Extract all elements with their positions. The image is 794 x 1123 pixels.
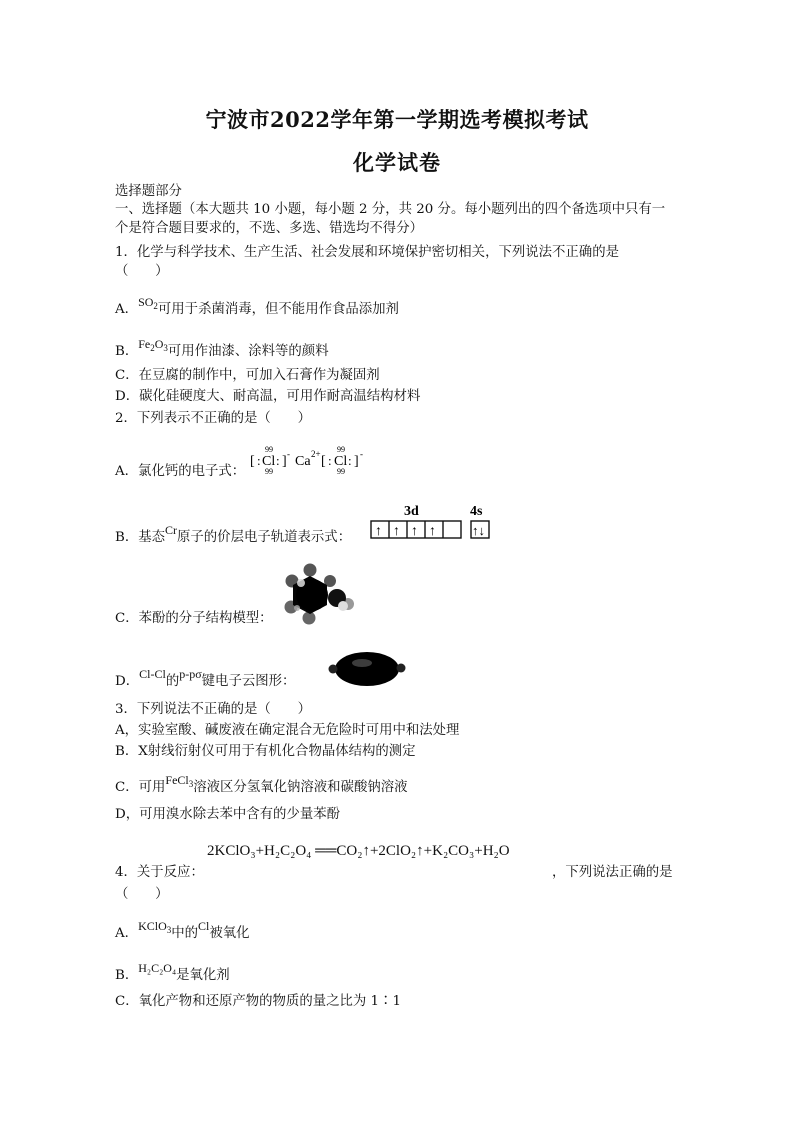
svg-text:2+: 2+	[311, 449, 321, 459]
option-text: 键电子云图形：	[201, 674, 296, 689]
option-text: 是氧化剂	[176, 968, 230, 983]
formula: FeCl	[165, 773, 189, 787]
option-label: B．	[115, 344, 139, 359]
option-text: 被氧化	[209, 926, 250, 941]
svg-text:↑: ↑	[375, 524, 382, 539]
svg-text:-: -	[287, 449, 290, 459]
svg-text:Cl: Cl	[262, 454, 276, 469]
cacl2-electron-formula	[248, 442, 370, 478]
q4-option-b	[115, 961, 230, 985]
option-text: 可用于杀菌消毒，但不能用作食品添加剂	[157, 302, 399, 317]
orbital-label-4s: 4s	[470, 504, 483, 519]
q4-option-a	[115, 919, 250, 943]
formula: Cl-Cl	[139, 667, 166, 681]
section-instruction-line-1: 一、选择题（本大题共 10 小题，每小题 2 分，共 20 分。每小题列出的四个备选项中只有一	[115, 202, 666, 217]
formula: SO	[138, 295, 154, 309]
formula: Cl	[198, 919, 210, 933]
option-text: A．氯化钙的电子式：	[115, 464, 246, 479]
q4-stem-line-2: （ ）	[115, 887, 169, 902]
q1-stem-line-2: （ ）	[115, 264, 169, 279]
q4-stem-line-1: 4．关于反应：	[115, 865, 204, 880]
option-text: 溶液区分氢氧化钠溶液和碳酸钠溶液	[193, 780, 408, 795]
option-label: A．	[115, 926, 139, 941]
svg-text::: :	[276, 453, 280, 468]
svg-text:↑: ↑	[411, 524, 418, 539]
option-text: 可用作油漆、涂料等的颜料	[167, 344, 329, 359]
formula: KClO	[138, 919, 167, 933]
svg-text:↑↓: ↑↓	[472, 523, 485, 538]
orbital-label-3d: 3d	[404, 504, 419, 519]
q1-option-a	[115, 295, 399, 319]
q3-option-b: B．X射线衍射仪可用于有机化合物晶体结构的测定	[115, 744, 416, 759]
section-instruction-line-2: 个是符合题目要求的，不选、多选、错选均不得分）	[115, 221, 423, 236]
formula: H₂C₂O₄	[138, 961, 177, 975]
svg-text:]: ]	[282, 454, 287, 469]
q2-option-d	[115, 667, 296, 691]
svg-text:↑: ↑	[429, 524, 436, 539]
formula-subscript: 3	[188, 779, 194, 789]
exam-title: 宁波市2022学年第一学期选考模拟考试	[205, 107, 589, 132]
q3-option-c	[115, 773, 408, 797]
q1-option-d: D．碳化硅硬度大、耐高温，可用作耐高温结构材料	[115, 389, 421, 404]
q3-option-a: A，实验室酸、碱废液在确定混合无危险时可用中和法处理	[115, 723, 460, 738]
option-label: B．基态	[115, 530, 166, 545]
bond-type: p-pσ	[179, 667, 202, 681]
svg-text:99: 99	[337, 445, 345, 454]
svg-text::: :	[348, 453, 352, 468]
svg-text:[: [	[250, 454, 255, 469]
svg-text:-: -	[360, 449, 363, 459]
q2-option-a	[115, 463, 245, 481]
q1-option-c: C．在豆腐的制作中，可加入石膏作为凝固剂	[115, 368, 380, 383]
formula: Fe	[138, 337, 151, 351]
option-text: 的	[165, 674, 180, 689]
q4-option-c: C．氧化产物和还原产物的物质的量之比为 1∶1	[115, 994, 401, 1009]
formula: Cr	[165, 523, 178, 537]
exam-subtitle: 化学试卷	[353, 150, 441, 175]
option-label: C．可用	[115, 780, 166, 795]
option-text: 中的	[171, 926, 199, 941]
phenol-molecular-model	[277, 563, 359, 625]
q4-stem-line-1-end: ，下列说法正确的是	[552, 865, 673, 880]
svg-text:]: ]	[354, 454, 359, 469]
q2-option-b	[115, 523, 352, 547]
p-p-sigma-electron-cloud	[326, 650, 410, 688]
svg-text:99: 99	[265, 467, 273, 476]
svg-text::: :	[328, 453, 332, 468]
option-label: B．	[115, 968, 139, 983]
q3-option-d: D，可用溴水除去苯中含有的少量苯酚	[115, 807, 340, 822]
svg-text:[: [	[321, 454, 326, 469]
formula-subscript: 3	[166, 925, 172, 935]
option-text: C．苯酚的分子结构模型：	[115, 611, 273, 626]
svg-text:Cl: Cl	[334, 454, 348, 469]
section-name: 选择题部分	[115, 184, 182, 199]
svg-text:↑: ↑	[393, 524, 400, 539]
q1-option-b	[115, 337, 329, 361]
q1-stem-line-1: 1．化学与科学技术、生产生活、社会发展和环境保护密切相关，下列说法不正确的是	[115, 245, 619, 260]
svg-text:Ca: Ca	[295, 454, 311, 469]
formula-subscript: 2	[150, 343, 155, 353]
option-text: 原子的价层电子轨道表示式：	[177, 530, 352, 545]
svg-text:99: 99	[265, 445, 273, 454]
svg-text::: :	[257, 453, 261, 468]
q2-stem: 2．下列表示不正确的是（ ）	[115, 411, 311, 426]
formula-subscript: 3	[163, 343, 168, 353]
q3-stem: 3．下列说法不正确的是（ ）	[115, 702, 311, 717]
option-label: D．	[115, 674, 140, 689]
q2-option-c	[115, 610, 273, 628]
formula-subscript: 2	[153, 301, 158, 311]
cr-orbital-diagram	[368, 500, 494, 542]
q4-reaction-equation: 2KClO₃+H₂C₂O₄ ══CO₂↑+2ClO₂↑+K₂CO₃+H₂O	[207, 843, 510, 859]
svg-text:99: 99	[337, 467, 345, 476]
option-label: A．	[115, 302, 139, 317]
formula: O	[154, 337, 164, 351]
